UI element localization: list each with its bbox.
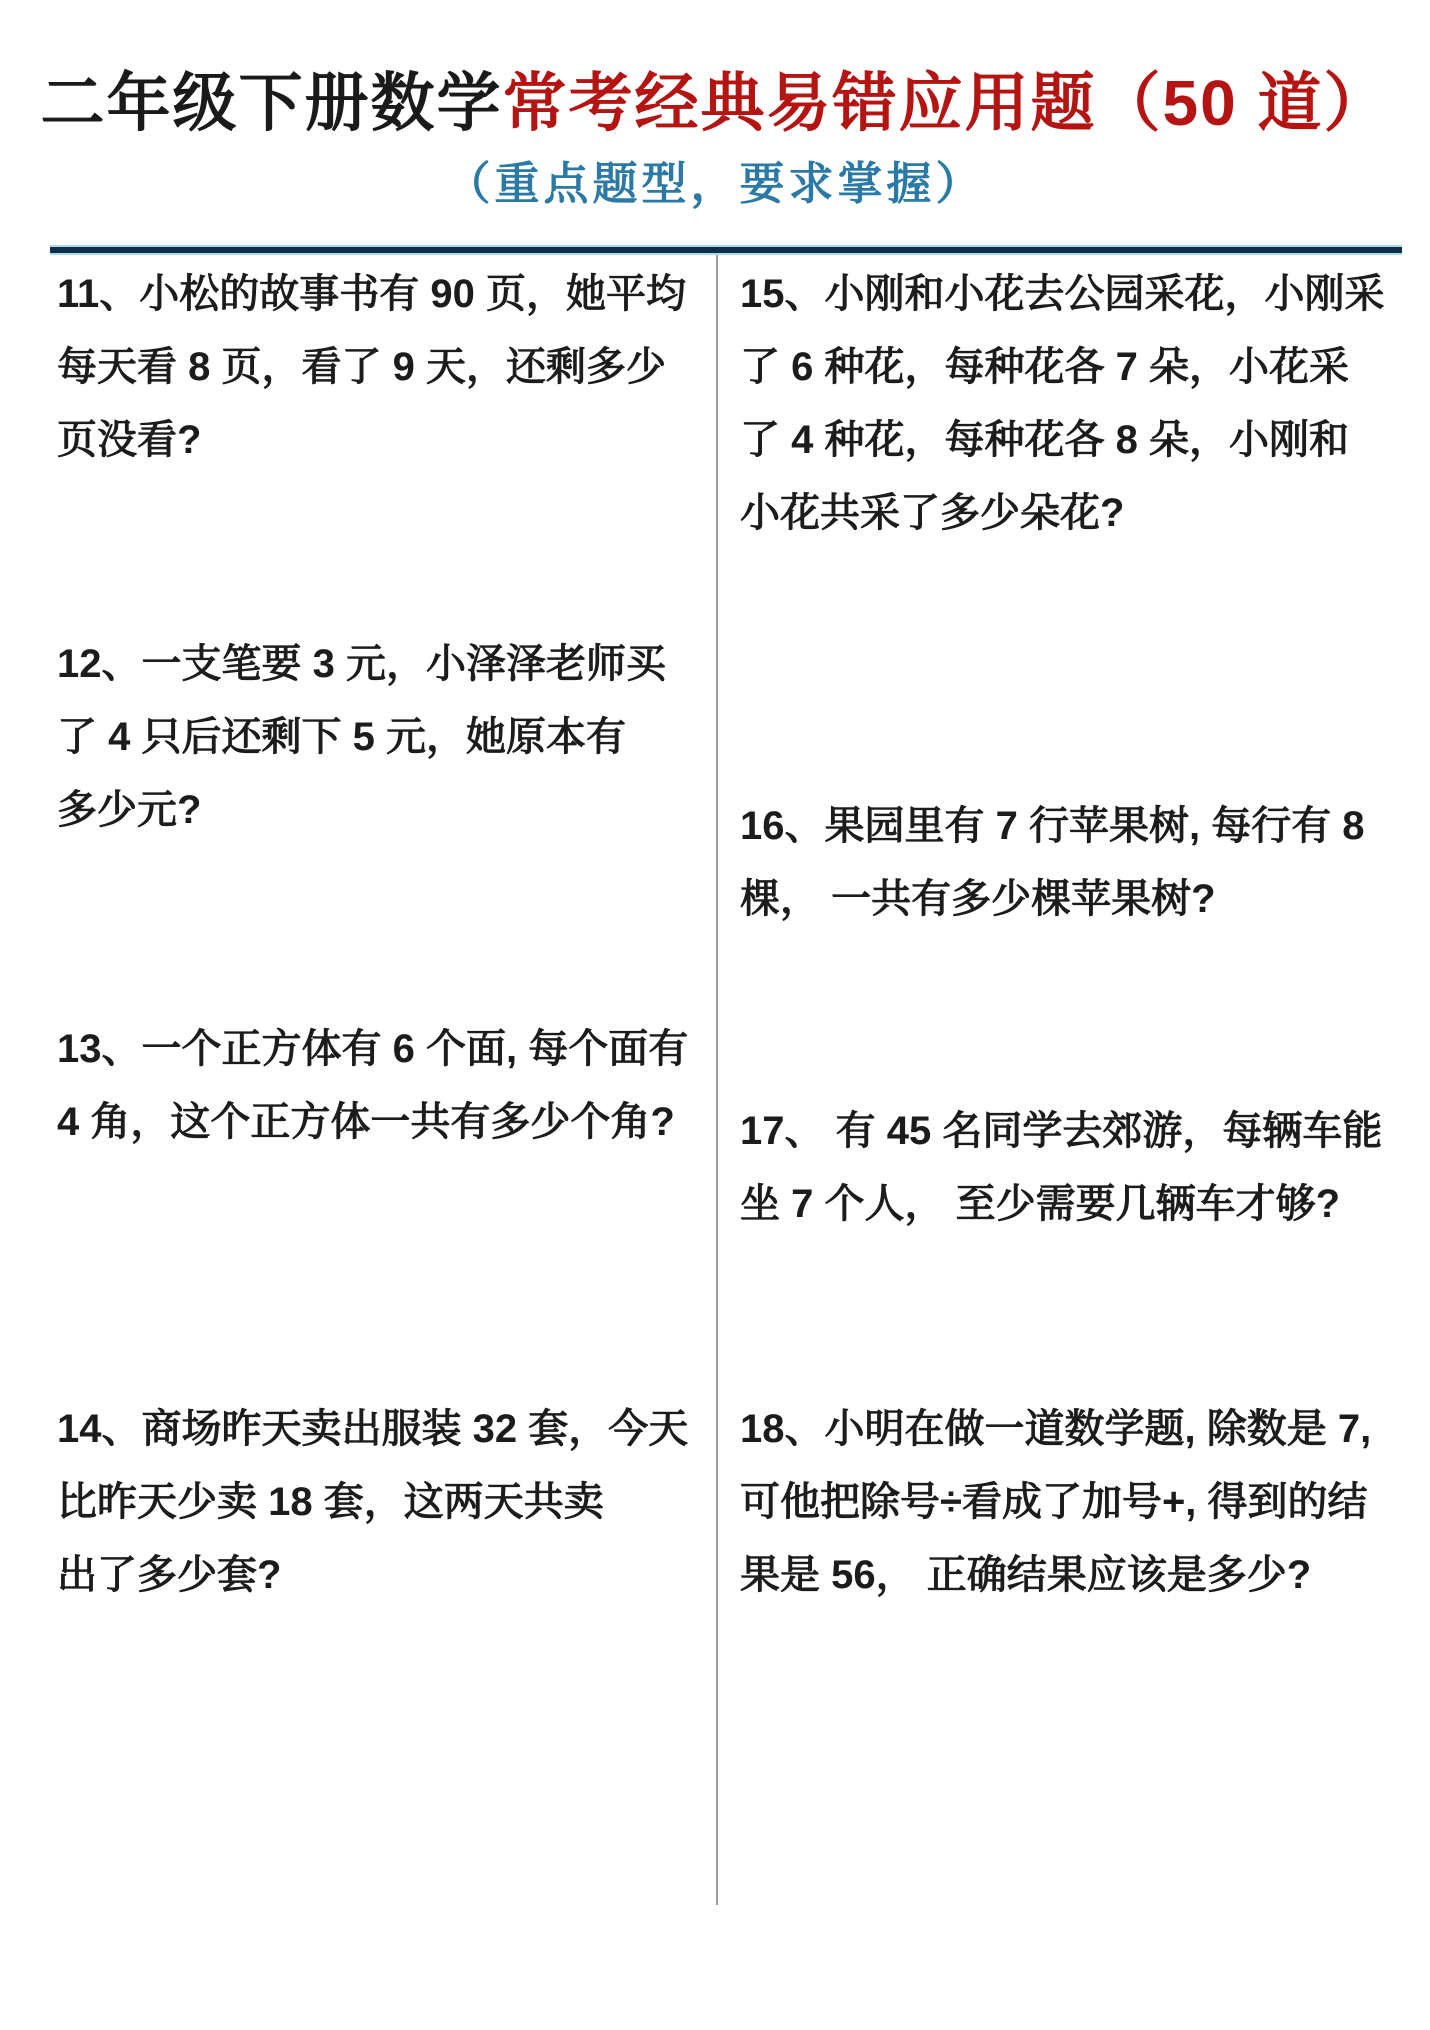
problem-text-line: 了 4 只后还剩下 5 元，她原本有 bbox=[57, 715, 626, 759]
problem-text-line: 4 角，这个正方体一共有多少个角? bbox=[57, 1100, 675, 1144]
problem-text-line: 小花共采了多少朵花? bbox=[740, 491, 1125, 535]
problem-text-line: 了 6 种花，每种花各 7 朵，小花采 bbox=[740, 345, 1349, 389]
problem-text-line: 了 4 种花，每种花各 8 朵，小刚和 bbox=[740, 418, 1349, 462]
problem-text-line: 16、果园里有 7 行苹果树, 每行有 8 bbox=[740, 804, 1365, 848]
problem-18 bbox=[740, 1393, 1400, 1612]
page-title-red-part: 常考经典易错应用题（50 道） bbox=[502, 67, 1390, 139]
problem-15 bbox=[740, 258, 1400, 550]
problem-text-line: 果是 56， 正确结果应该是多少? bbox=[740, 1553, 1312, 1597]
problem-text-line: 比昨天少卖 18 套，这两天共卖 bbox=[57, 1480, 604, 1524]
problem-text-line: 13、一个正方体有 6 个面, 每个面有 bbox=[57, 1027, 689, 1071]
problem-11 bbox=[57, 258, 705, 477]
problem-16 bbox=[740, 790, 1400, 936]
problem-17 bbox=[740, 1095, 1400, 1241]
problem-text-line: 页没看? bbox=[57, 418, 202, 462]
page-title-black-part: 二年级下册数学 bbox=[40, 67, 503, 139]
page-subtitle: （重点题型，要求掌握） bbox=[445, 158, 985, 209]
problem-12 bbox=[57, 628, 705, 847]
problem-text-line: 可他把除号÷看成了加号+, 得到的结 bbox=[740, 1480, 1368, 1524]
page-title bbox=[0, 58, 1430, 148]
problem-text-line: 坐 7 个人， 至少需要几辆车才够? bbox=[740, 1182, 1341, 1226]
problem-text-line: 15、小刚和小花去公园采花，小刚采 bbox=[740, 272, 1385, 316]
problem-text-line: 14、商场昨天卖出服装 32 套，今天 bbox=[57, 1407, 689, 1451]
problem-text-line: 出了多少套? bbox=[57, 1553, 282, 1597]
problem-text-line: 多少元? bbox=[57, 788, 202, 832]
problem-text-line: 18、小明在做一道数学题, 除数是 7, bbox=[740, 1407, 1372, 1451]
problem-13 bbox=[57, 1013, 717, 1159]
problem-text-line: 12、一支笔要 3 元，小泽泽老师买 bbox=[57, 642, 666, 686]
problem-text-line: 棵， 一共有多少棵苹果树? bbox=[740, 877, 1216, 921]
problem-text-line: 11、小松的故事书有 90 页，她平均 bbox=[57, 272, 687, 316]
problem-14 bbox=[57, 1393, 705, 1612]
problem-text-line: 每天看 8 页，看了 9 天，还剩多少 bbox=[57, 345, 666, 389]
problem-text-line: 17、 有 45 名同学去郊游，每辆车能 bbox=[740, 1109, 1383, 1153]
header-rule-line bbox=[50, 245, 1402, 255]
